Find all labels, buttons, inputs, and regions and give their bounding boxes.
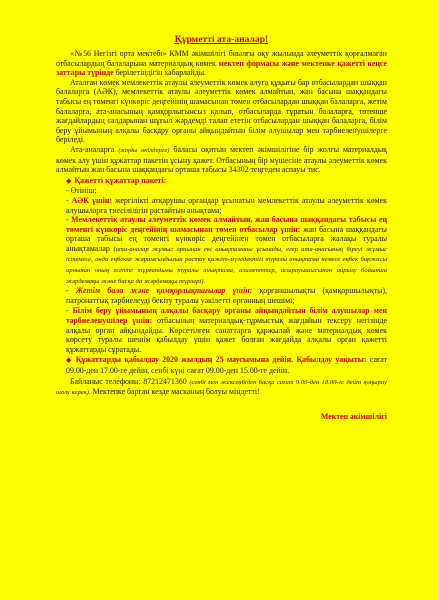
diamond-bullet-icon: ◆	[66, 176, 72, 185]
legal-reps-note: (заңды өкілдерге)	[118, 146, 170, 154]
intro-text-end: берілетіндігін хабарлайды.	[113, 68, 206, 78]
parents-text: Ата-аналарға	[70, 144, 119, 154]
item-low-income	[56, 215, 387, 286]
phone-text: Байланыс телефоны: 87212471360	[70, 376, 190, 386]
item-orphans-text: қорғаншылықты (қамқоршылықты), патронаттық тәрбиелеуді бекіту туралы уәкілетті органның шешімі;	[66, 286, 387, 305]
intro-text: «№56 Негізгі орта мектебі» КММ әкімшілігі биылғы оқу жылында әлеуметтік қорғалмаған отбасылардың балаларына материалдық көмек	[56, 49, 387, 68]
item-dash: -	[66, 306, 69, 316]
eligibility-paragraph: Аталған көмек мемлекеттік атаулы әлеуметтік көмек алуға құқығы бар отбасылардан шыққан балаларға (АӘК), мемлекеттік атаулы әлеуметтік көмек алмайтын, жан басына шаққандағы табысы ең төменгі күнкөріс деңгейінің шамасынан төмен отбасылардан шыққан балаларға, жетім балаларға, ата-анасының қамқорлығынсыз қалып, отбасыларда тұратын балаларға, төтенше жағдайлардың салдарынан шұғыл жәрдемді талап ететін отбасылардан шыққан балаларға, білім беру ұйымының алқалы басқару органы айқындайтын білім алушылар мен тәрбиеленушілерге беріледі.	[56, 77, 387, 145]
phone-paragraph	[56, 377, 387, 398]
deadline-hours: сағат 09.00-ден 17.00-ге дейін, сенбі күні сағат 09.00-ден 15.00-ге дейін.	[66, 355, 388, 375]
docs-header: Қажетті құжаттар пакеті:	[74, 175, 167, 185]
item-dash: -	[66, 195, 69, 205]
intro-highlight: мектеп формасы және мектепке қажетті кеңсе заттары түрінде	[56, 58, 388, 78]
item-orphans	[56, 286, 387, 305]
mask-notice: Мектепке барған кезде масканың болуы міндетті!	[90, 387, 260, 397]
item-orphans-label: Жетім бала және қамқорлықтағылар үшін:	[75, 286, 253, 296]
phone-note: (сенбі мен жексенбіден басқа сағат 9.00-ден 18.00-ге дейін қоңырау шалу керек).	[56, 378, 388, 397]
intro-paragraph	[56, 49, 387, 78]
item-low-income-label: Мемлекеттік атаулы әлеуметтік көмек алмайтын, жан басына шаққандағы табысы ең төменгі күнкөріс деңгейінің шамасынан төмен отбасылар үшін:	[66, 215, 387, 234]
docs-header-line	[56, 176, 387, 187]
item-dash: -	[66, 215, 69, 225]
deadline-paragraph	[56, 355, 387, 375]
item-low-income-text: жан басына шаққандағы орташа табысы ең төменгі күнкөріс деңгейінен төмен отбасыларға жалақы туралы анықтамалар	[66, 224, 387, 253]
item-aek-text: жергілікті атқарушы органдар ұсынатын мемлекеттік атаулы әлеуметтік көмек алушыларға тиесілілігін растайтын анықтама;	[66, 195, 387, 215]
item-board	[56, 306, 387, 354]
item-low-income-note: (ата-аналар жұмыс орнынан екі анықтаманы ұсынады, егер ата-анасының біреуі жұмыс істемесе, онда еңбекке жарамсыздығын растау қажет-мүгедектігі туралы анықтама немесе еңбек биржасы орнынан оның есепте тұрғандығы туралы анықтама, алименттер, асырауышысынан айрылу бойынша жәрдемақы және басқа да жәрдемақы түрлері).	[66, 245, 388, 285]
item-aek-label: АӘК үшін:	[71, 195, 113, 205]
signature: Мектеп әкімшілігі	[320, 411, 387, 421]
item-board-label: Білім беру ұйымының алқалы басқару органы айқындайтын білім алушылар мен тәрбиеленушілер үшін:	[66, 306, 387, 326]
item-application: - Өтініш;	[66, 186, 97, 196]
parents-paragraph	[56, 145, 387, 175]
diamond-bullet-icon: ◆	[66, 356, 73, 365]
item-dash: -	[66, 286, 69, 296]
item-board-text: отбасының материалдық-тұрмыстық жағдайын тексеру негізінде алқалы орган айқындайды. Көрсетілген санаттарға қаржылай және материалдық көмек көрсету туралы шешім қабылдау үшін қажет болған жағдайда алқалы орган қажетті құжаттарды сұратады.	[66, 316, 387, 354]
document-title: Құрметті ата-аналар!	[174, 34, 269, 45]
deadline-label: Құжаттарды қабылдау 2020 жылдың 25 маусымына дейін. Қабылдау уақыты:	[75, 355, 367, 365]
item-aek	[56, 196, 387, 215]
parents-text-end: баласы оқитын мектеп әкімшілігіне бір жолғы материалдық көмек алу үшін құжаттар пакетін ұсыну қажет. Отбасының бір мүшесіне атаулы әлеуметтік көмек алмайтын жан басына шаққандағы орташа табысы 34302 теңгеден аспауы тис.	[56, 144, 387, 175]
